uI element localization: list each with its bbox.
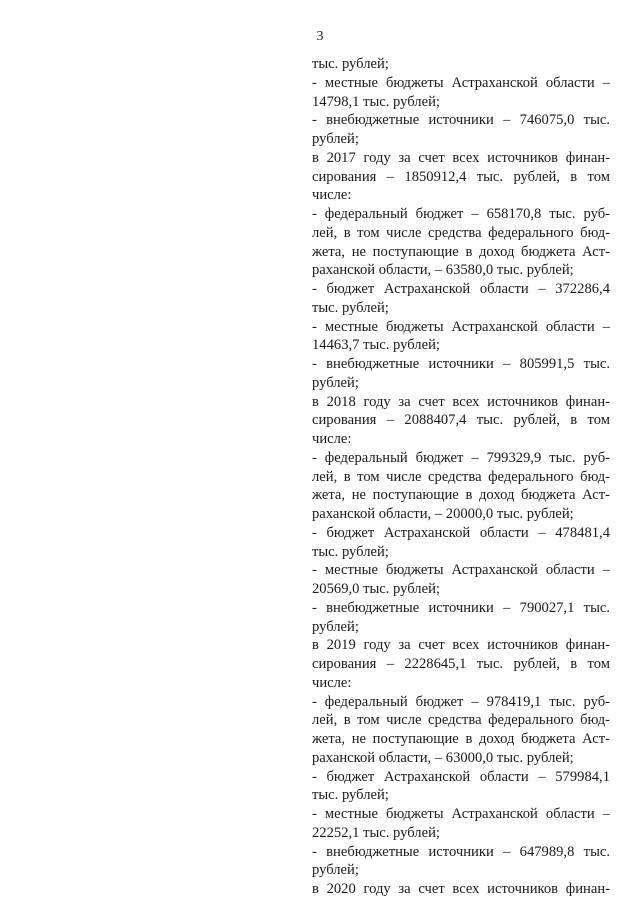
text-line: - внебюджетные источники – 805991,5 тыс. — [312, 356, 610, 372]
text-line: 14798,1 тыс. рублей; — [312, 93, 440, 110]
text-line: сирования – 2088407,4 тыс. рублей, в том — [312, 412, 610, 429]
text-line: лей, в том числе средства федерального бюд- — [312, 712, 610, 729]
text-line: тыс. рублей; — [312, 787, 389, 804]
text-line: - местные бюджеты Астраханской области – — [312, 318, 610, 335]
text-line: - внебюджетные источники – 647989,8 тыс. — [312, 843, 610, 860]
text-line: - местные бюджеты Астраханской области – — [312, 806, 610, 822]
text-line: тыс. рублей; — [312, 56, 389, 72]
text-line: - внебюджетные источники – 746075,0 тыс. — [312, 112, 610, 129]
text-line: лей, в том числе средства федерального бюд- — [312, 224, 610, 241]
text-line: жета, не поступающие в доход бюджета Аст- — [312, 487, 610, 504]
text-line: сирования – 1850912,4 тыс. рублей, в том — [312, 168, 610, 185]
text-line: числе: — [312, 431, 352, 447]
text-line: жета, не поступающие в доход бюджета Аст- — [312, 731, 610, 747]
text-line: - федеральный бюджет – 978419,1 тыс. руб- — [312, 693, 610, 710]
text-column — [312, 55, 610, 899]
text-line: раханской области, – 20000,0 тыс. рублей; — [312, 506, 574, 522]
text-line: рублей; — [312, 374, 359, 391]
text-line: - внебюджетные источники – 790027,1 тыс. — [312, 599, 610, 616]
text-line: в 2018 году за счет всех источников финан- — [312, 393, 610, 410]
text-line: - бюджет Астраханской области – 478481,4 — [312, 524, 610, 541]
text-line: рублей; — [312, 618, 359, 635]
text-line: 22252,1 тыс. рублей; — [312, 824, 440, 841]
text-line: числе: — [312, 187, 352, 204]
text-line: сирования – 2228645,1 тыс. рублей, в том — [312, 656, 610, 672]
text-line: тыс. рублей; — [312, 543, 389, 560]
text-line: в 2020 году за счет всех источников финан- — [312, 881, 610, 897]
text-line: 14463,7 тыс. рублей; — [312, 337, 440, 354]
text-line: лей, в том числе средства федерального бюд- — [312, 468, 610, 485]
text-line: 20569,0 тыс. рублей; — [312, 581, 440, 597]
text-line: раханской области, – 63000,0 тыс. рублей; — [312, 749, 574, 766]
text-line: в 2017 году за счет всех источников финан- — [312, 149, 610, 166]
text-line: - бюджет Астраханской области – 579984,1 — [312, 768, 610, 785]
text-line: - федеральный бюджет – 658170,8 тыс. руб- — [312, 206, 610, 222]
text-line: - бюджет Астраханской области – 372286,4 — [312, 281, 610, 297]
text-line: - федеральный бюджет – 799329,9 тыс. руб- — [312, 449, 610, 466]
text-line: - местные бюджеты Астраханской области – — [312, 562, 610, 579]
text-line: рублей; — [312, 862, 359, 879]
text-line: тыс. рублей; — [312, 299, 389, 316]
page-number: 3 — [316, 29, 324, 44]
text-line: рублей; — [312, 131, 359, 147]
text-line: - местные бюджеты Астраханской области – — [312, 74, 610, 91]
text-line: в 2019 году за счет всех источников финан- — [312, 637, 610, 654]
text-line: раханской области, – 63580,0 тыс. рублей; — [312, 262, 574, 279]
text-line: числе: — [312, 674, 352, 691]
text-line: жета, не поступающие в доход бюджета Аст- — [312, 243, 610, 260]
